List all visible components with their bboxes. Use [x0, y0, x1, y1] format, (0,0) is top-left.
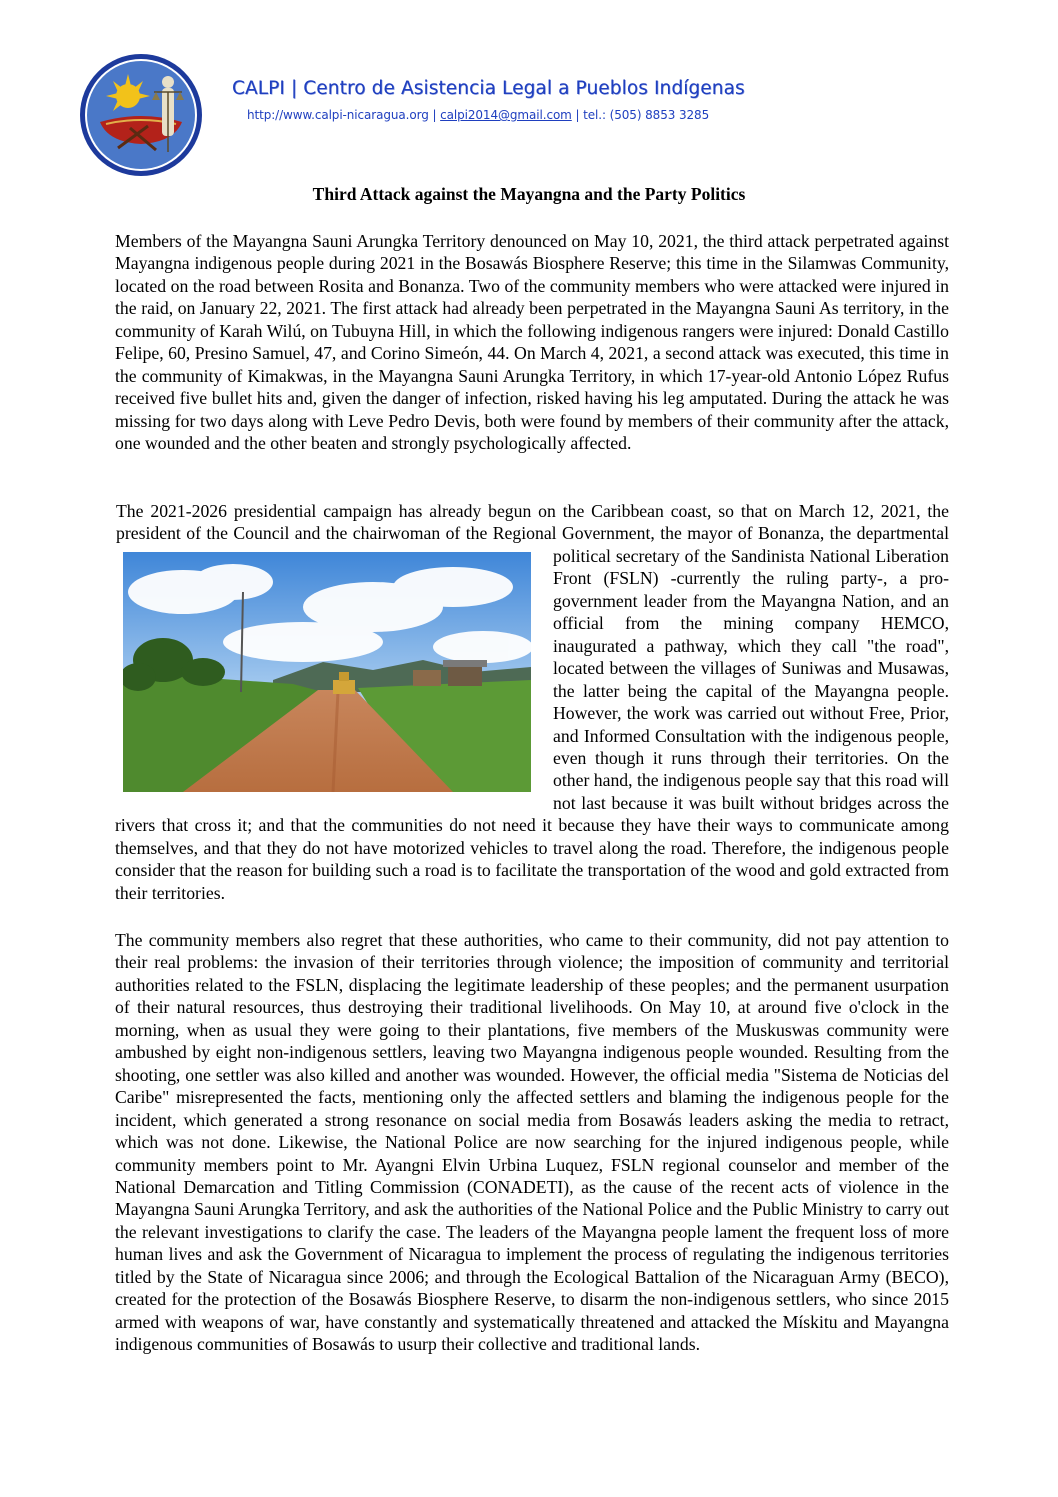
article-paragraph-3: The community members also regret that these authorities, who came to their community, did not pay attention to their real problems: the invasion of their territories through violence; the imposition of community and territorial authorities related to the FSLN, displacing the legitimate leadership of these peoples; and the permanent usurpation of their natural resources, thus destroying their traditional livelihoods. On May 10, at around five o'clock in the morning, when as usual they were going to their plantations, five members of the Muskuswas community were ambushed by eight non-indigenous settlers, leaving two Mayangna indigenous people wounded. Resulting from the shooting, one settler was also killed and another was wounded. However, the official media "Sistema de Noticias del Caribe" misrepresented the facts, mentioning only the affected settlers and blaming the indigenous people for the incident, which generated a strong resonance on social media from Bosawás leaders asking the media to retract, which was not done. Likewise, the National Police are now searching for the injured indigenous people, while community members point to Mr. Ayangni Elvin Urbina Luquez, FSLN regional counselor and member of the National Demarcation and Titling Commission (CONADETI), as the cause of the recent acts of violence in the Mayangna Sauni Arungka Territory, and ask the authorities of the National Police and the Public Ministry to carry out the relevant investigations to clarify the case. The leaders of the Mayangna people lament the frequent loss of more human lives and ask the Government of Nicaragua to implement the process of regulating the indigenous territories titled by the State of Nicaragua since 2006; and through the Ecological Battalion of the Nicaraguan Army (BECO), created for the protection of the Bosawás Biosphere Reserve, to disarm the non-indigenous settlers, who since 2015 armed with weapons of war, have constantly and systematically threatened and attacked the Mískitu and Mayangna indigenous communities of Bosawás to usurp their collective and traditional lands. — [115, 930, 949, 1355]
article-paragraph-2: The 2021-2026 presidential campaign has already begun on the Caribbean coast, so that on March 12, 2021, the president of the Council and the chairwoman of the Regional Government, the mayor of Bonanza, the departmental political secretary of the Sandinista National Liberation Front (FSLN) -currently the ruling party-, a pro-government leader from the Mayangna Nation, and an official from the mining company HEMCO, inaugurated a pathway, which they call "the road", located between the villages of Suniwas and Musawas, the latter being the capital of the Mayangna people. However, the work was carried out without Free, Prior, and Informed Consultation with the indigenous people, even though it runs through their territories. On the other hand, the indigenous people say that this road will not last because it was built without bridges across the rivers that cross it; and that the communities do not need it because they have their ways to communicate among themselves, and that they do not have motorized vehicles to travel along the road. Therefore, the indigenous people consider that the reason for building such a road is to facilitate the transportation of the wood and gold extracted from their territories. — [115, 501, 949, 903]
article-paragraph-1: Members of the Mayangna Sauni Arungka Territory denounced on May 10, 2021, the third attack perpetrated against Mayangna indigenous people during 2021 in the Bosawás Biosphere Reserve; this time in the Silamwas Community, located on the road between Rosita and Bonanza. Two of the community members who were attacked were injured in the raid, on January 22, 2021. The first attack had already been perpetrated in the Mayangna Sauni As territory, in the community of Karah Wilú, on Tubuyna Hill, in which the following indigenous rangers were injured: Donald Castillo Felipe, 60, Presino Samuel, 47, and Corino Simeón, 44. On March 4, 2021, a second attack was executed, this time in the community of Kimakwas, in the Mayangna Sauni Arungka Territory, in which 17-year-old Antonio López Rufus received five bullet hits and, given the danger of infection, risked having his leg amputated. During the attack he was missing for two days along with Leve Pedro Devis, both were found by members of their community after the attack, one wounded and the other beaten and strongly psychologically affected. — [115, 231, 949, 454]
organization-title: CALPI | Centro de Asistencia Legal a Pueblos Indígenas — [232, 78, 745, 99]
contact-separator: | — [571, 108, 584, 122]
calpi-logo-icon — [78, 52, 204, 178]
website-link[interactable]: http://www.calpi-nicaragua.org — [247, 108, 429, 122]
article-paragraph-2-block — [115, 500, 949, 904]
dirt-road-photo-icon — [123, 552, 531, 792]
organization-contact-line — [247, 108, 709, 122]
article-title: Third Attack against the Mayangna and the Party Politics — [312, 184, 746, 204]
contact-separator: | — [428, 108, 441, 122]
phone-number: tel.: (505) 8853 3285 — [583, 108, 710, 122]
email-link[interactable]: calpi2014@gmail.com — [440, 108, 572, 122]
road-photo — [123, 552, 531, 792]
